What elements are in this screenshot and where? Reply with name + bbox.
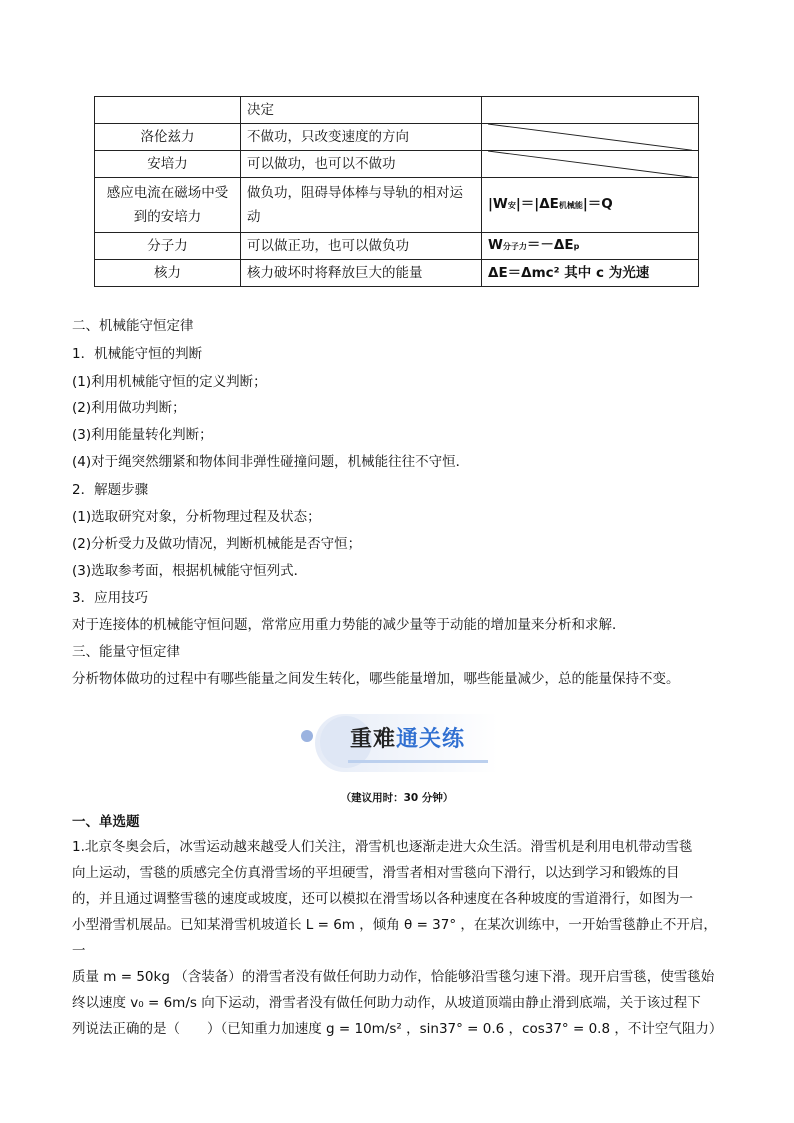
table-row xyxy=(95,260,699,287)
paragraph: 对于连接体的机械能守恒问题，常常应用重力势能的减少量等于动能的增加量来分析和求解． xyxy=(72,617,626,633)
table-cell xyxy=(241,178,482,233)
formula-part: |W xyxy=(488,196,508,213)
question-line: 向上运动，雪毯的质感完全仿真滑雪场的平坦硬雪，滑雪者相对雪毯向下滑行，以达到学习和锻炼的目 xyxy=(72,865,680,881)
table-cell: 决定 xyxy=(241,97,482,124)
formula-subscript: 分子力 xyxy=(502,242,527,252)
table-row xyxy=(95,233,699,260)
banner-dot-icon xyxy=(301,730,313,742)
table-cell: 可以做功，也可以不做功 xyxy=(241,151,482,178)
table-cell: 不做功，只改变速度的方向 xyxy=(241,124,482,151)
question-line: 小型滑雪机展品。已知某滑雪机坡道长 L = 6m ，倾角 θ = 37° ，在某次训练中，一开始雪毯静止不开启，一 xyxy=(72,917,717,959)
list-item: (1)选取研究对象，分析物理过程及状态； xyxy=(72,509,321,525)
formula-part: |＝Q xyxy=(582,196,613,213)
formula-part: ＝－ΔE xyxy=(526,237,574,254)
formula-subscript: 机械能 xyxy=(558,201,583,211)
paragraph: 分析物体做功的过程中有哪些能量之间发生转化，哪些能量增加，哪些能量减少，总的能量保持不变。 xyxy=(72,671,680,687)
table-row xyxy=(95,151,699,178)
time-note: （建议用时：30 分钟） xyxy=(340,792,454,804)
list-item: (3)选取参考面，根据机械能守恒列式． xyxy=(72,563,308,579)
table-cell: 安培力 xyxy=(95,151,241,178)
table-row xyxy=(95,178,699,233)
formula-cell: ΔE＝Δmc² 其中 c 为光速 xyxy=(482,260,699,287)
table-cell xyxy=(95,178,241,233)
question-line: 列说法正确的是（ ）（已知重力加速度 g = 10m/s² ，sin37° = 0.6 ，cos37° = 0.8 ，不计空气阻力） xyxy=(72,1021,723,1037)
formula-subscript: p xyxy=(573,242,580,252)
section-heading: 三、能量守恒定律 xyxy=(72,644,180,660)
cell-line: 感应电流在磁场中受 xyxy=(106,185,229,202)
list-item: (1)利用机械能守恒的定义判断； xyxy=(72,374,267,390)
banner-title xyxy=(350,722,465,753)
formula-cell xyxy=(482,233,699,260)
table-cell xyxy=(482,97,699,124)
list-item: (2)利用做功判断； xyxy=(72,400,186,416)
subsection-heading: 2．解题步骤 xyxy=(72,482,149,498)
cell-line: 到的安培力 xyxy=(133,209,202,226)
subsection-heading: 3．应用技巧 xyxy=(72,590,149,606)
table-cell: 核力破坏时将释放巨大的能量 xyxy=(241,260,482,287)
question-line: 质量 m = 50kg （含装备）的滑雪者没有做任何助力动作，恰能够沿雪毯匀速下滑。现开启雪毯，使雪毯始 xyxy=(72,969,715,985)
question-line: 的，并且通过调整雪毯的速度或坡度，还可以模拟在滑雪场以各种速度在各种坡度的雪道滑行，如图为一 xyxy=(72,891,693,907)
question-line: 终以速度 v₀ = 6m/s 向下运动，滑雪者没有做任何助力动作，从坡道顶端由静止滑到底端，关于该过程下 xyxy=(72,995,701,1011)
banner-title-part2: 通关练 xyxy=(396,727,466,752)
table-row xyxy=(95,97,699,124)
section-heading: 二、机械能守恒定律 xyxy=(72,318,194,334)
subsection-heading: 1．机械能守恒的判断 xyxy=(72,346,203,362)
diagonal-line xyxy=(488,151,692,177)
table-cell: 可以做正功，也可以做负功 xyxy=(241,233,482,260)
question-line: 1.北京冬奥会后，冰雪运动越来越受人们关注，滑雪机也逐渐走进大众生活。滑雪机是利用电机带动雪毯 xyxy=(72,839,693,855)
section-banner xyxy=(298,714,498,774)
table-cell: 洛伦兹力 xyxy=(95,124,241,151)
table-cell xyxy=(95,97,241,124)
diagonal-line xyxy=(488,124,692,150)
table-cell: 核力 xyxy=(95,260,241,287)
exercise-heading: 一、单选题 xyxy=(72,814,140,830)
list-item: (4)对于绳突然绷紧和物体间非弹性碰撞问题，机械能往往不守恒． xyxy=(72,454,470,470)
table-cell: 分子力 xyxy=(95,233,241,260)
cell-line: 做负功，阻碍导体棒与导轨的相对运 xyxy=(247,185,463,202)
banner-title-part1: 重难 xyxy=(350,727,397,752)
formula-part: |＝|ΔE xyxy=(515,196,559,213)
list-item: (3)利用能量转化判断； xyxy=(72,427,213,443)
force-work-table xyxy=(94,96,699,287)
question-1 xyxy=(72,834,722,1042)
diagonal-cell xyxy=(482,151,699,178)
formula-subscript: 安 xyxy=(507,201,516,211)
list-item: (2)分析受力及做功情况，判断机械能是否守恒； xyxy=(72,536,362,552)
diagonal-cell xyxy=(482,124,699,151)
cell-line: 动 xyxy=(247,209,261,226)
table-row xyxy=(95,124,699,151)
formula-cell xyxy=(482,178,699,233)
formula-part: W xyxy=(488,237,503,254)
